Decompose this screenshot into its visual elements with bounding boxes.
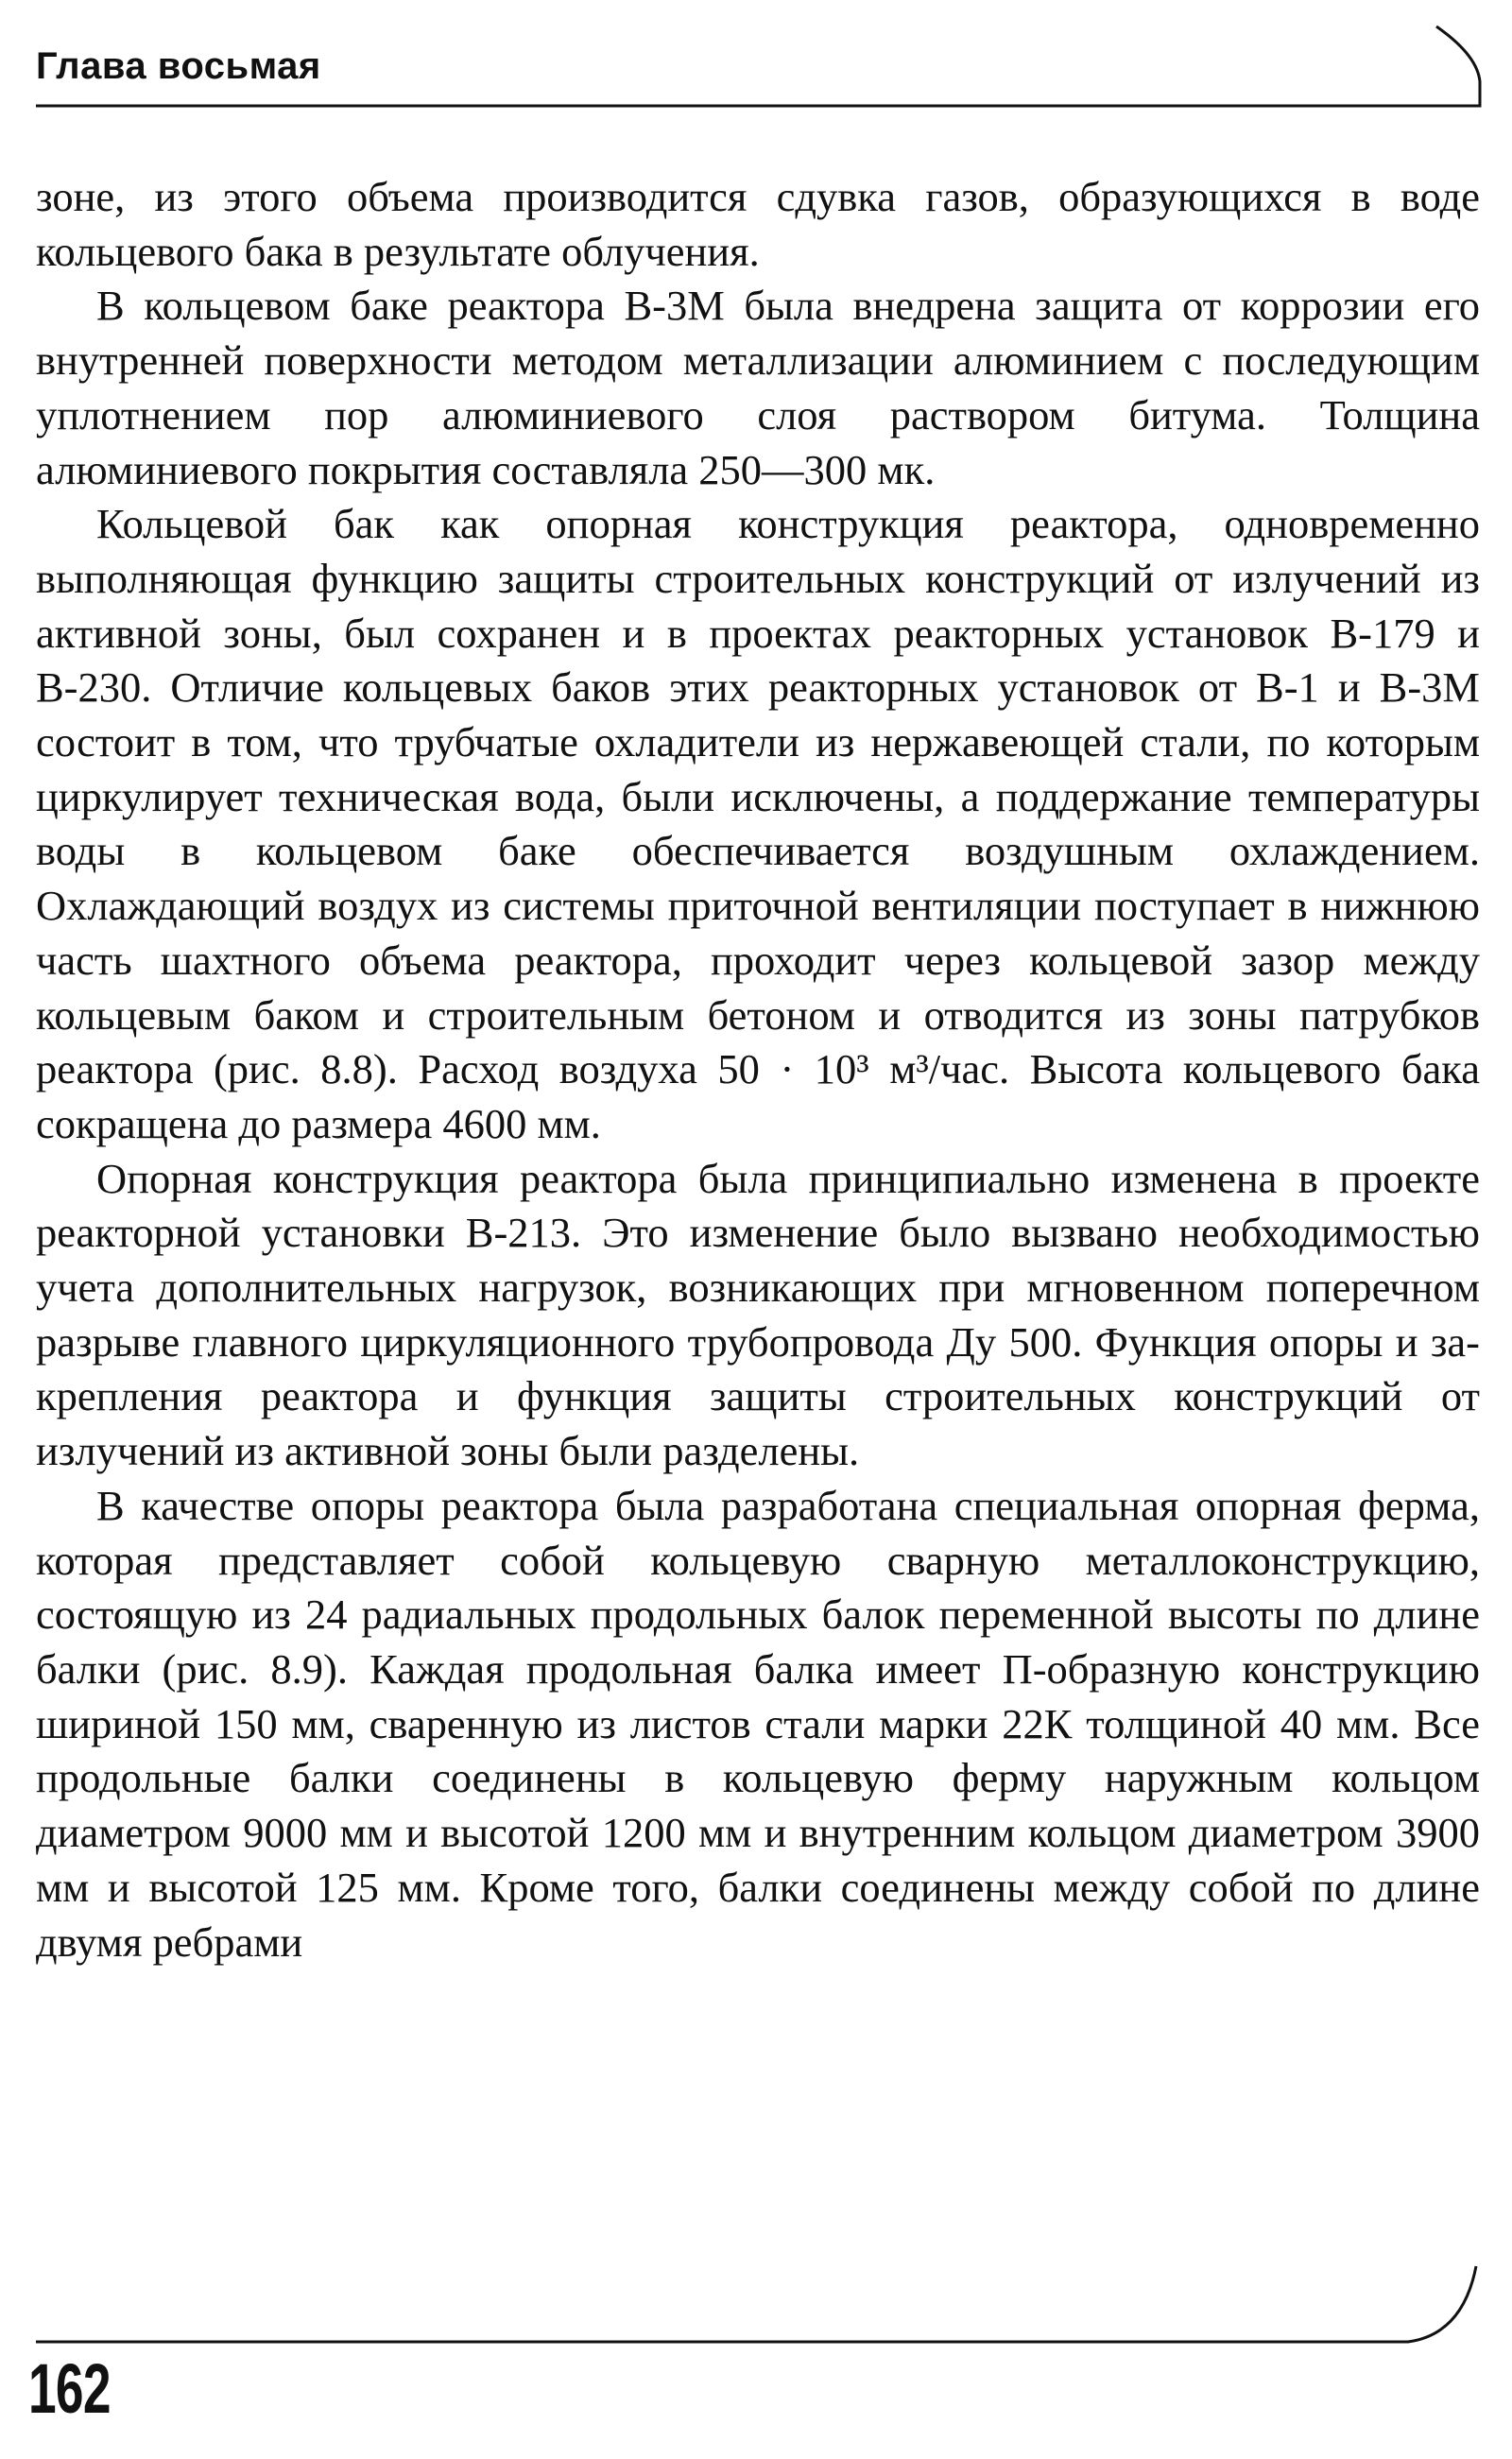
paragraph: Опорная конструкция реактора была принципиально изменена в проекте реакторной установки В-213. Это изменение было вызвано необходимостью учета дополнительных нагрузок, возникающих при мгновенном поперечном разрыве главного циркуляционного трубопровода Ду 500. Функция опоры и закрепления реактора и функция защиты строительных конструкций от излучений из активной зоны были разделены. [36,1154,1480,1475]
page-number: 162 [28,2349,111,2428]
paragraph-continued: зоне, из этого объема производится сдувка газов, образующихся в воде кольцевого бака в результате облучения. [36,173,1480,275]
running-head: Глава восьмая [36,45,321,87]
footer-rule [36,2266,1476,2342]
paragraph: Кольцевой бак как опорная конструкция реактора, одновременно выполняющая функцию защиты строительных конструкций от излучений из активной зоны, был сохранен и в проектах реакторных установок В-179 и В-230. Отличие кольцевых баков этих реакторных установок от В-1 и В-3М состоит в том, что трубчатые охладители из нержавеющей стали, по которым циркулирует техническая вода, были исключены, а поддержание температуры воды в кольцевом баке обеспечивается воздушным охлаждением. Охлаждающий воздух из системы приточной вентиляции поступает в нижнюю часть шахтного объема реактора, проходит через кольцевой зазор между кольцевым баком и строительным бетоном и отводится из зоны патрубков реактора (рис. 8.8). Расход воздуха 50 · 10³ м³/час. Высота кольцевого бака сокращена до размера 4600 мм. [36,500,1480,1147]
body-text [36,170,1480,1969]
header-rule [36,26,1480,106]
paragraph: В кольцевом баке реактора В-3М была внедрена защита от коррозии его внутренней поверхности методом металлизации алюминием с последующим уплотнением пор алюминиевого слоя раствором битума. Толщина алюминиевого покрытия составляла 250—300 мк. [36,282,1480,493]
paragraph: В качестве опоры реактора была разработана специальная опорная ферма, которая представляет собой кольцевую сварную металлоконструкцию, состоящую из 24 радиальных продольных балок переменной высоты по длине балки (рис. 8.9). Каждая продольная балка имеет П-образную конструкцию шириной 150 мм, сваренную из листов стали марки 22К толщиной 40 мм. Все продольные балки соединены в кольцевую ферму наружным кольцом диаметром 9000 мм и высотой 1200 мм и внутренним кольцом диаметром 3900 мм и высотой 125 мм. Кроме того, балки соединены между собой по длине двумя ребрами [36,1481,1480,1966]
